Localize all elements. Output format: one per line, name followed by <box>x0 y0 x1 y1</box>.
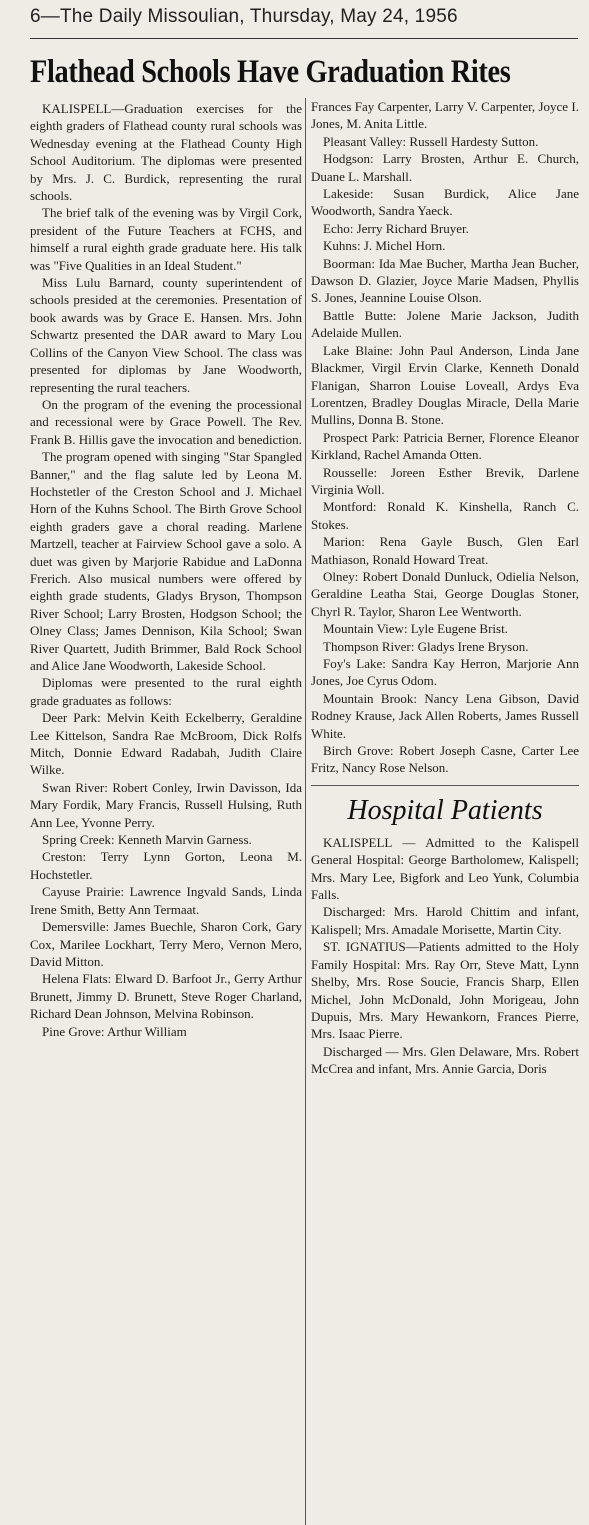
paragraph: Discharged — Mrs. Glen Delaware, Mrs. Robert McCrea and infant, Mrs. Annie Garcia, Doris <box>311 1043 579 1077</box>
paragraph: KALISPELL—Graduation exercises for the eighth graders of Flathead county rural schools was Wednesday evening at the Flathead County High School Auditorium. The diplomas were presented by Mrs. J. C. Burdick, representing the rural schools. <box>30 101 302 204</box>
school-graduates: Cayuse Prairie: Lawrence Ingvald Sands, Linda Irene Smith, Betty Ann Termaat. <box>30 884 302 917</box>
paragraph: Diplomas were presented to the rural eighth grade graduates as follows: <box>30 675 302 708</box>
school-graduates: Hodgson: Larry Brosten, Arthur E. Church, Duane L. Marshall. <box>311 151 579 184</box>
school-graduates: Olney: Robert Donald Dunluck, Odielia Nelson, Geraldine Leatha Stai, George Douglas Stoner, Chyrl R. Taylor, Sharon Lee Wentworth. <box>311 568 579 619</box>
school-graduates: Birch Grove: Robert Joseph Casne, Carter Lee Fritz, Nancy Rose Nelson. <box>311 743 579 776</box>
section-rule <box>311 785 579 786</box>
school-graduates: Montford: Ronald K. Kinshella, Ranch C. Stokes. <box>311 499 579 532</box>
article-headline: Flathead Schools Have Graduation Rites <box>30 54 511 90</box>
paragraph: ST. IGNATIUS—Patients admitted to the Holy Family Hospital: Mrs. Ray Orr, Steve Matt, Lynn Shelby, Mrs. Rose Soucie, Francis Sharp, Ellen Michel, John McDonald, John Morigeau, John Dupuis, Mrs. Mary Hewankorn, Frances Pierre, Mrs. Isaac Pierre. <box>311 939 579 1042</box>
school-graduates: Mountain View: Lyle Eugene Brist. <box>323 621 508 637</box>
school-graduates: Echo: Jerry Richard Bruyer. <box>323 220 469 236</box>
paragraph: KALISPELL — Admitted to the Kalispell General Hospital: George Bartholomew, Kalispell; Mrs. Mary Lee, Bigfork and Leo Yunk, Columbia Falls. <box>311 834 579 903</box>
school-graduates: Rousselle: Joreen Esther Brevik, Darlene Virginia Woll. <box>311 464 579 497</box>
school-graduates: Mountain Brook: Nancy Lena Gibson, David Rodney Krause, Jack Allen Roberts, James Russell White. <box>311 690 579 741</box>
paragraph: The brief talk of the evening was by Virgil Cork, president of the Future Teachers at FCHS, and himself a rural eighth grade graduate here. His talk was "Five Qualities in an Ideal Student." <box>30 205 302 273</box>
school-graduates: Pleasant Valley: Russell Hardesty Sutton. <box>323 133 539 149</box>
school-graduates: Foy's Lake: Sandra Kay Herron, Marjorie Ann Jones, Joe Cyrus Odom. <box>311 656 579 689</box>
school-graduates: Lakeside: Susan Burdick, Alice Jane Woodworth, Sandra Yaeck. <box>311 186 579 219</box>
school-graduates: Lake Blaine: John Paul Anderson, Linda Jane Blackmer, Virgil Ervin Clarke, Kenneth Donald Flanigan, Sharron Louise Loveall, Ardys Eva Lorentzen, Bradley Douglas Miracle, Della Marie Mullins, Donna B. Stone. <box>311 342 579 428</box>
school-graduates: Deer Park: Melvin Keith Eckelberry, Geraldine Lee Kittelson, Sandra Rae McBroom, Dick Rolfs Mitch, Donnie Edward Radabah, Judith Claire Wilke. <box>30 710 302 778</box>
school-graduates: Helena Flats: Elward D. Barfoot Jr., Gerry Arthur Brunett, Jimmy D. Brunett, Steve Roger Charland, Richard Dean Johnson, Melvina Robinson. <box>30 971 302 1022</box>
school-graduates: Creston: Terry Lynn Gorton, Leona M. Hochstetler. <box>30 849 302 882</box>
right-column <box>311 98 579 1078</box>
masthead-rule <box>30 38 578 39</box>
paragraph: The program opened with singing "Star Spangled Banner," and the flag salute led by Leona M. Hochstetler of the Creston School and J. Michael Horn of the Kuhns School. The Birth Grove School eighth graders gave a choral reading. Marlene Martzell, teacher at Fairview School gave a solo. A duet was given by Marjorie Rabidue and LaDonna Frerich. Also musical numbers were offered by eighth grade students, Gladys Bryson, Thompson River School; Larry Brosten, Hodgson School; the Olney Class; James Dennison, Kila School; Swan River Quartett, Judith Brimmer, Bald Rock School and Alice Jane Woodworth, Lakeside School. <box>30 449 302 673</box>
school-graduates: Pine Grove: Arthur William <box>42 1023 187 1039</box>
hospital-patients-heading: Hospital Patients <box>347 794 543 826</box>
school-graduates: Frances Fay Carpenter, Larry V. Carpenter, Joyce I. Jones, M. Anita Little. <box>311 99 579 132</box>
school-graduates: Swan River: Robert Conley, Irwin Davisson, Ida Mary Fordik, Mary Francis, Russell Hulsing, Ruth Ann Lee, Yvonne Perry. <box>30 779 302 830</box>
paragraph: Discharged: Mrs. Harold Chittim and infant, Kalispell; Mrs. Amadale Morisette, Martin City. <box>311 904 579 937</box>
school-graduates: Demersville: James Buechle, Sharon Cork, Gary Cox, Marilee Lockhart, Terry Mero, Vernon Mero, David Mitton. <box>30 919 302 969</box>
paragraph: On the program of the evening the processional and recessional were by Grace Powell. The Rev. Frank B. Hillis gave the invocation and benediction. <box>30 396 302 447</box>
column-divider <box>305 98 306 1525</box>
school-graduates: Thompson River: Gladys Irene Bryson. <box>323 638 529 654</box>
school-graduates: Boorman: Ida Mae Bucher, Martha Jean Bucher, Dawson D. Glazier, Joyce Marie Madsen, Phyllis S. Jones, Jeannine Louise Olson. <box>311 255 579 306</box>
paragraph: Miss Lulu Barnard, county superintendent of schools presided at the ceremonies. Presentation of book awards was by Grace E. Hansen. Mrs. John Schwartz presented the DAR award to Mary Lou Collins of the Canyon View School. The class was presented for diplomas by Jane Woodworth, representing the rural teachers. <box>30 275 302 395</box>
school-graduates: Battle Butte: Jolene Marie Jackson, Judith Adelaide Mullen. <box>311 307 579 341</box>
school-graduates: Spring Creek: Kenneth Marvin Garness. <box>42 832 252 848</box>
masthead: 6—The Daily Missoulian, Thursday, May 24, 1956 <box>30 6 458 27</box>
school-graduates: Kuhns: J. Michel Horn. <box>323 238 446 254</box>
school-graduates: Prospect Park: Patricia Berner, Florence Eleanor Kirkland, Rachel Amanda Otten. <box>311 429 579 463</box>
school-graduates: Marion: Rena Gayle Busch, Glen Earl Mathiason, Ronald Howard Treat. <box>311 534 579 567</box>
left-column <box>30 100 302 1040</box>
